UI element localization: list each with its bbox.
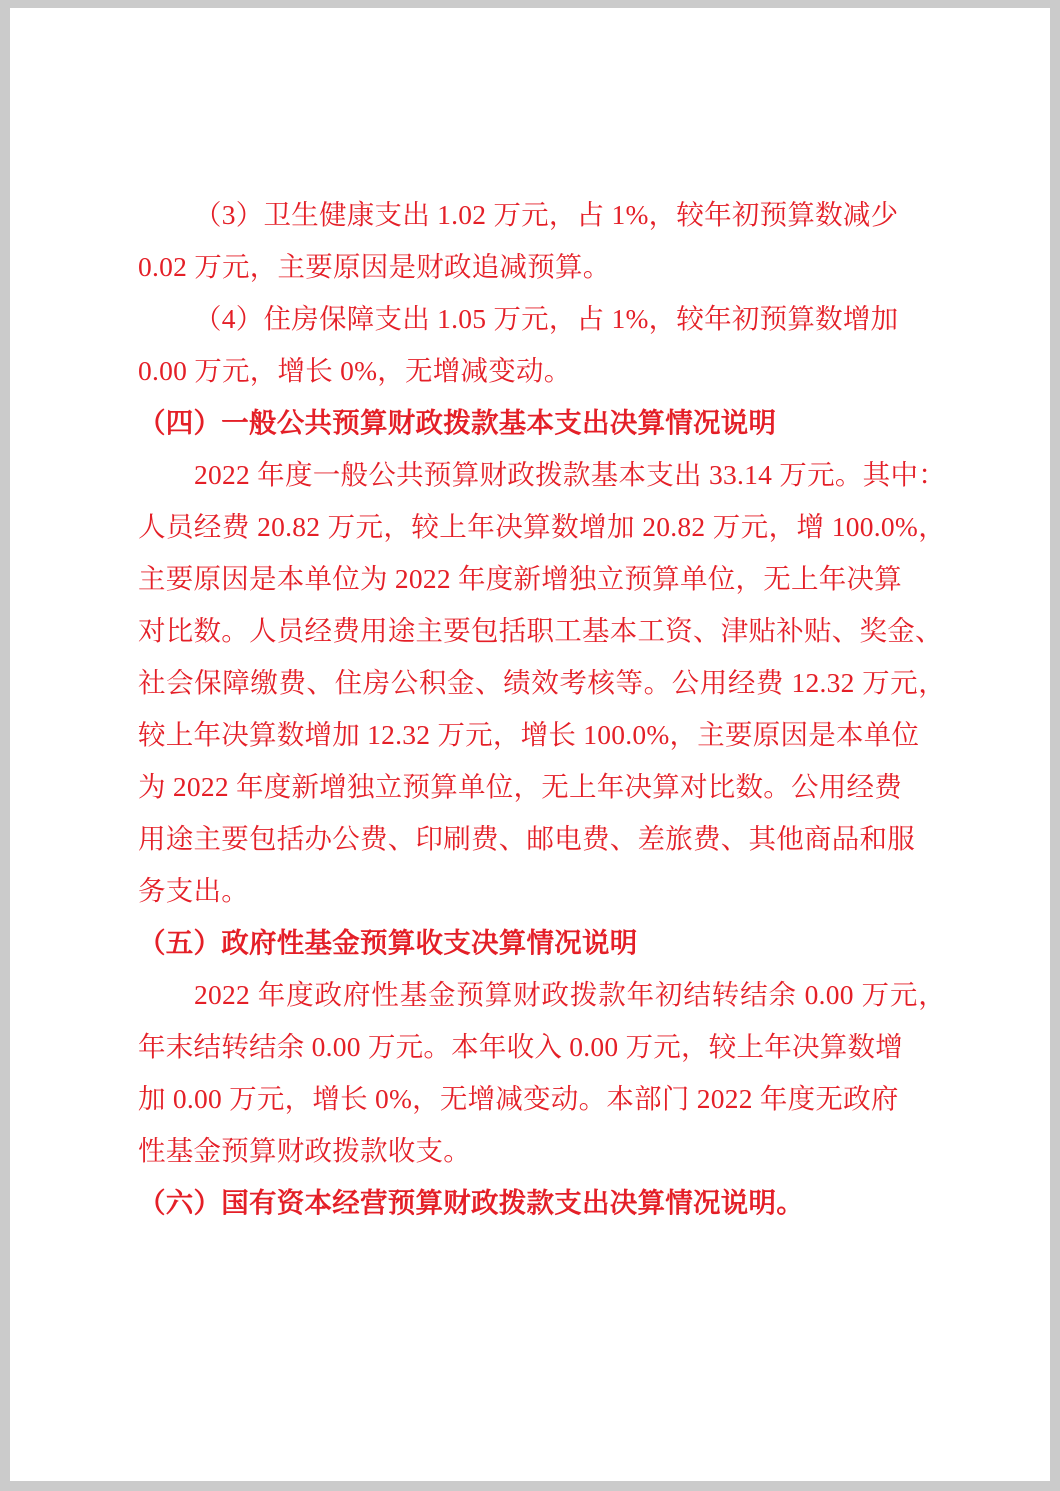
section-4 xyxy=(138,397,946,917)
section-6 xyxy=(138,1177,946,1229)
paragraph-line: 主要原因是本单位为 2022 年度新增独立预算单位，无上年决算 xyxy=(138,563,902,594)
section-6-heading: （六）国有资本经营预算财政拨款支出决算情况说明。 xyxy=(138,1187,804,1218)
paragraph-line: 社会保障缴费、住房公积金、绩效考核等。公用经费 12.32 万元， xyxy=(138,667,946,698)
section-5-heading: （五）政府性基金预算收支决算情况说明 xyxy=(138,927,638,958)
section-5 xyxy=(138,917,946,1177)
paragraph-line: 为 2022 年度新增独立预算单位，无上年决算对比数。公用经费 xyxy=(138,771,902,802)
paragraph-line: 0.00 万元，增长 0%，无增减变动。 xyxy=(138,355,572,386)
item-4-paragraph xyxy=(138,293,946,397)
document-body xyxy=(138,189,946,1229)
paragraph-line: 人员经费 20.82 万元，较上年决算数增加 20.82 万元，增 100.0%， xyxy=(138,511,946,542)
paragraph-line: 务支出。 xyxy=(138,875,249,906)
paragraph-line: （4）住房保障支出 1.05 万元，占 1%，较年初预算数增加 xyxy=(194,303,899,334)
paragraph-line: 2022 年度政府性基金预算财政拨款年初结转结余 0.00 万元， xyxy=(194,979,946,1010)
paragraph-line: 年末结转结余 0.00 万元。本年收入 0.00 万元，较上年决算数增 xyxy=(138,1031,903,1062)
paragraph-line: 用途主要包括办公费、印刷费、邮电费、差旅费、其他商品和服 xyxy=(138,823,915,854)
paragraph-line: 0.02 万元，主要原因是财政追减预算。 xyxy=(138,251,611,282)
paragraph-line: 性基金预算财政拨款收支。 xyxy=(138,1135,471,1166)
item-3-paragraph xyxy=(138,189,946,293)
section-4-paragraph xyxy=(138,449,946,917)
paragraph-line: 加 0.00 万元，增长 0%，无增减变动。本部门 2022 年度无政府 xyxy=(138,1083,899,1114)
document-page xyxy=(10,8,1050,1481)
section-5-paragraph xyxy=(138,969,946,1177)
paragraph-line: 对比数。人员经费用途主要包括职工基本工资、津贴补贴、奖金、 xyxy=(138,615,943,646)
paragraph-line: 较上年决算数增加 12.32 万元，增长 100.0%，主要原因是本单位 xyxy=(138,719,920,750)
section-4-heading: （四）一般公共预算财政拨款基本支出决算情况说明 xyxy=(138,407,777,438)
paragraph-line: （3）卫生健康支出 1.02 万元，占 1%，较年初预算数减少 xyxy=(194,199,899,230)
paragraph-line: 2022 年度一般公共预算财政拨款基本支出 33.14 万元。其中： xyxy=(194,459,946,490)
